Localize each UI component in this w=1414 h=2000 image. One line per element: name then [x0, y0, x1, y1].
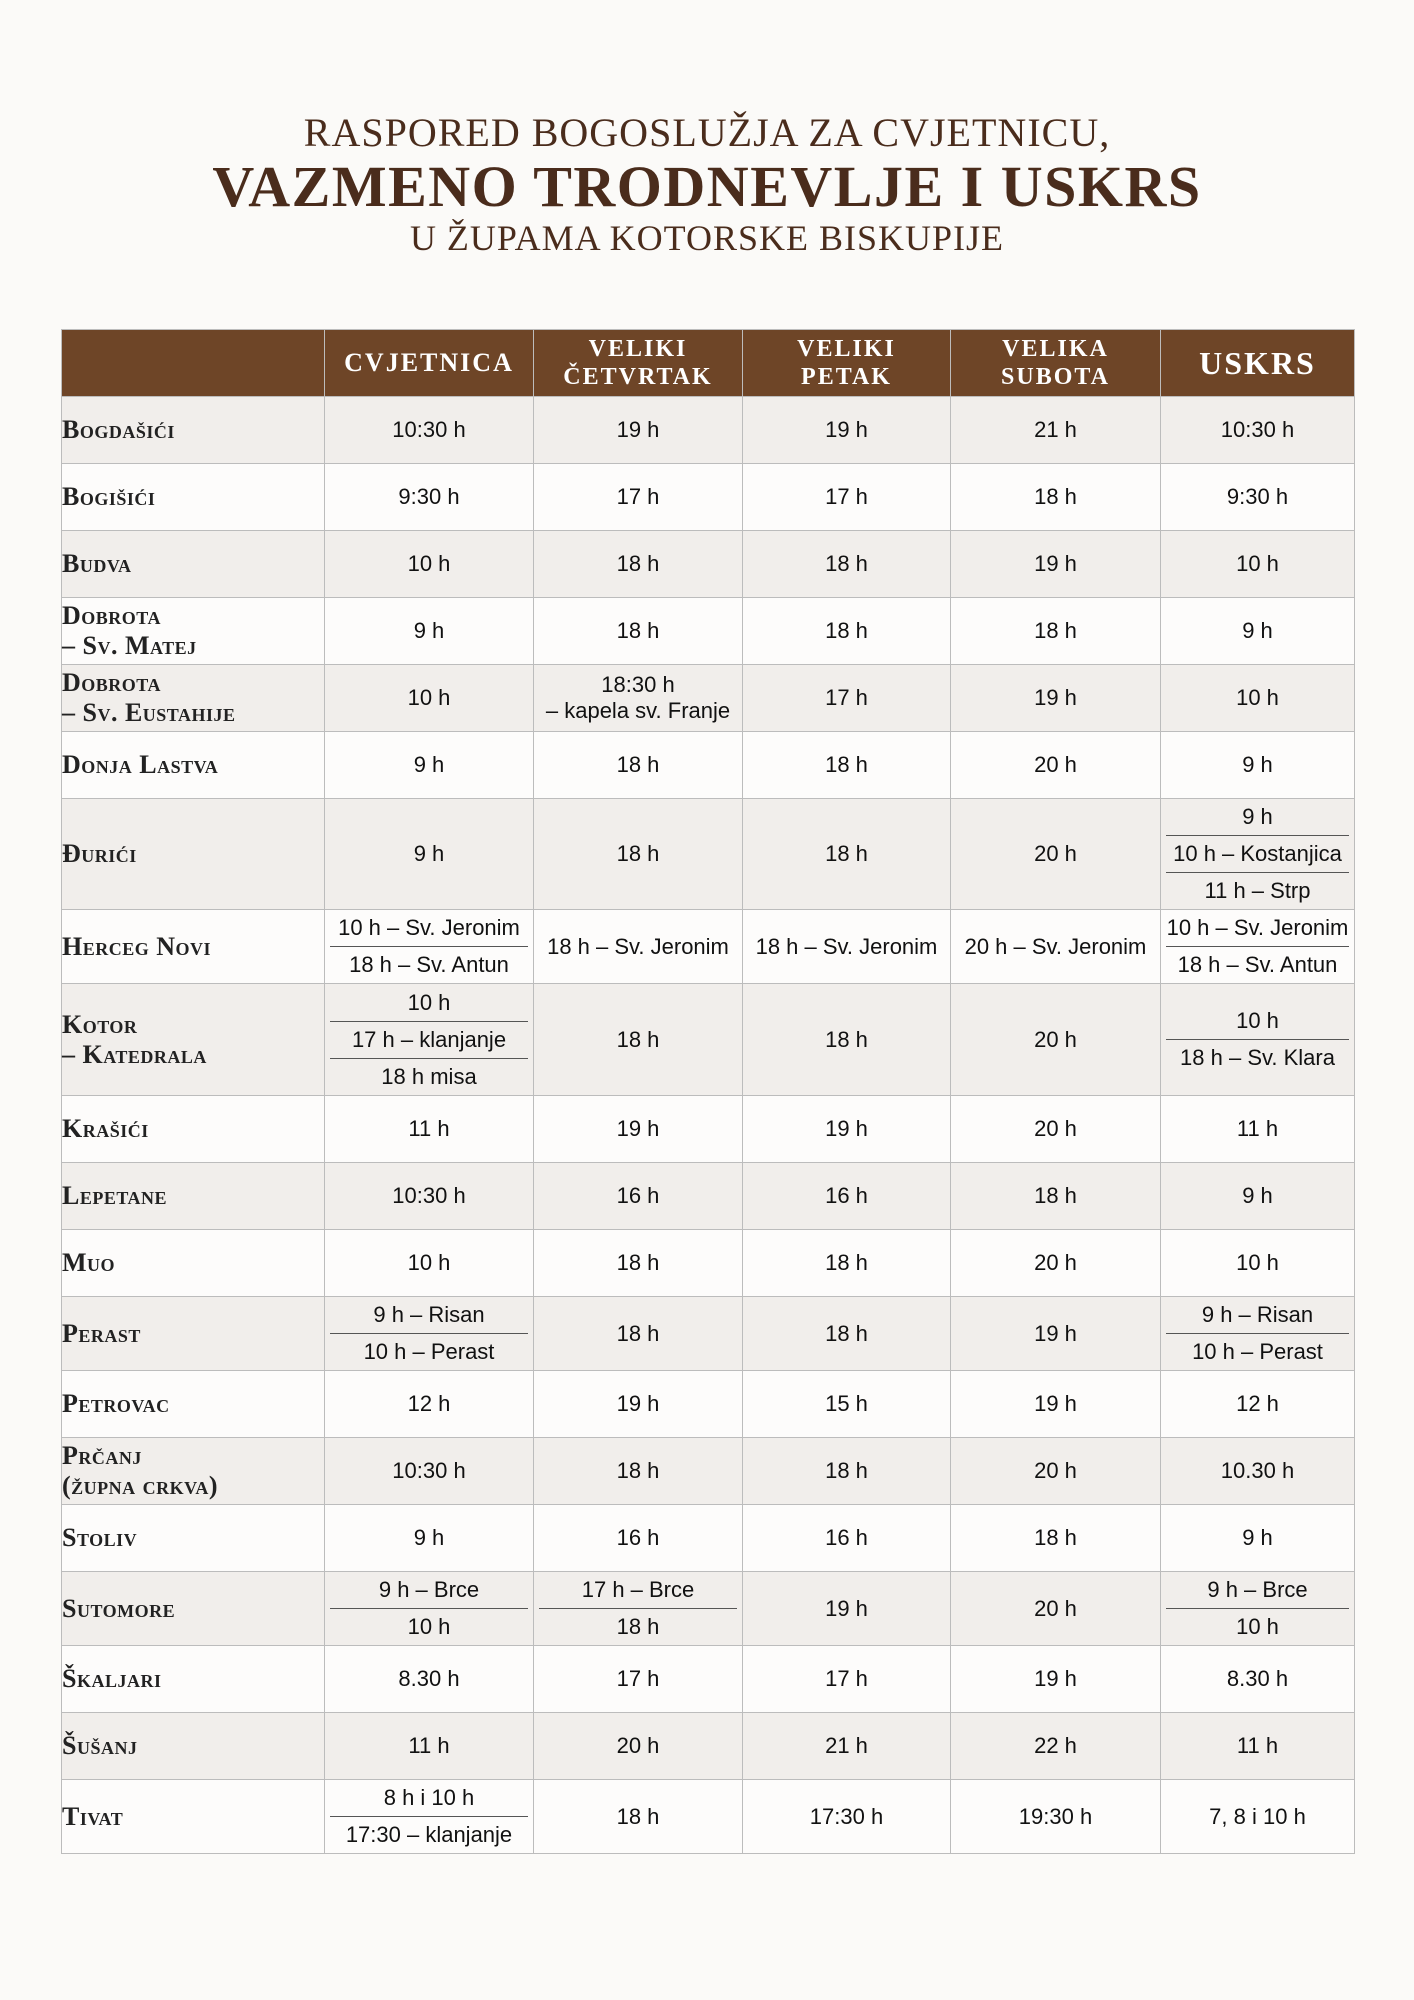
time-entry: 17 h — [616, 1666, 660, 1691]
time-entry: 10 h — [1236, 1250, 1279, 1275]
table-row — [62, 598, 1355, 665]
time-cell — [534, 1438, 743, 1505]
time-entry: 10 h – Perast — [330, 1333, 528, 1370]
time-entry: 16 h — [825, 1525, 868, 1550]
time-cell — [1161, 1230, 1355, 1297]
parish-name-line: Prčanj — [62, 1441, 142, 1470]
parish-name-line: Đurići — [62, 839, 137, 868]
time-cell — [1161, 799, 1355, 910]
table-row — [62, 665, 1355, 732]
time-cell — [534, 665, 743, 732]
time-entry: 17 h — [825, 1666, 868, 1691]
table-row — [62, 1371, 1355, 1438]
time-cell — [743, 1572, 951, 1646]
parish-name — [62, 665, 325, 732]
time-cell — [1161, 1163, 1355, 1230]
parish-name — [62, 1096, 325, 1163]
time-entry: 17 h — [825, 484, 868, 509]
time-cell — [1161, 1646, 1355, 1713]
time-cell — [743, 984, 951, 1096]
time-cell — [325, 1230, 534, 1297]
time-entry: 11 h — [408, 1116, 450, 1141]
parish-name — [62, 984, 325, 1096]
table-row — [62, 732, 1355, 799]
time-entry: 19 h — [825, 1116, 868, 1141]
time-entry: 8 h i 10 h — [383, 1785, 475, 1810]
time-entry: 19 h — [825, 1595, 868, 1621]
time-cell — [951, 984, 1161, 1096]
header-row — [62, 330, 1355, 397]
time-cell — [325, 1371, 534, 1438]
parish-name — [62, 1713, 325, 1780]
time-entry: 10 h – Kostanjica — [1166, 835, 1349, 872]
title-line-1: RASPORED BOGOSLUŽJA ZA CVJETNICU, — [303, 110, 1111, 155]
time-entry: 9 h — [1242, 752, 1273, 777]
time-entry: 12 h — [1236, 1391, 1279, 1416]
time-entry: 18 h – Sv. Jeronim — [755, 933, 938, 959]
time-entry: 20 h – Sv. Jeronim — [964, 933, 1147, 959]
parish-name-line: Bogišići — [62, 482, 156, 511]
time-cell — [1161, 732, 1355, 799]
time-entry: 11 h — [1236, 1116, 1279, 1141]
time-entry: 20 h — [1034, 1458, 1077, 1483]
time-cell — [325, 665, 534, 732]
time-cell — [743, 799, 951, 910]
time-cell — [743, 732, 951, 799]
time-cell — [951, 1780, 1161, 1854]
time-entry: 20 h — [1034, 1595, 1077, 1621]
time-cell — [743, 397, 951, 464]
header-veliki-cetvrtak: VELIKI ČETVRTAK — [534, 330, 743, 397]
time-entry: 10 h – Perast — [1166, 1333, 1349, 1370]
table-row — [62, 910, 1355, 984]
time-cell — [743, 1646, 951, 1713]
time-entry: 10 h — [330, 1608, 528, 1645]
time-entry: – kapela sv. Franje — [545, 698, 731, 723]
time-cell — [951, 1096, 1161, 1163]
time-entry: 10.30 h — [1220, 1458, 1295, 1483]
time-entry: 11 h — [1236, 1733, 1279, 1758]
time-entry: 18 h misa — [330, 1058, 528, 1095]
time-entry: 18 h — [616, 1803, 660, 1829]
time-entry: 19 h — [616, 1391, 660, 1416]
time-entry: 20 h — [616, 1733, 660, 1758]
title-line-3: U ŽUPAMA KOTORSKE BISKUPIJE — [409, 218, 1005, 258]
table-row — [62, 1646, 1355, 1713]
parish-name-line: Herceg Novi — [62, 931, 212, 961]
time-cell — [743, 1297, 951, 1371]
time-cell — [325, 1780, 534, 1854]
time-cell — [325, 984, 534, 1096]
time-entry: 9 h — [1242, 1183, 1273, 1208]
time-entry: 19 h — [825, 417, 868, 442]
time-entry: 18 h — [616, 1250, 660, 1275]
time-entry: 10:30 h — [1220, 417, 1295, 442]
parish-name — [62, 464, 325, 531]
table-row — [62, 397, 1355, 464]
time-cell — [951, 1438, 1161, 1505]
time-entry: 9 h – Brce — [1207, 1577, 1308, 1602]
table-row — [62, 1297, 1355, 1371]
time-entry: 21 h — [1034, 417, 1077, 442]
time-entry: 17 h — [616, 484, 660, 509]
time-cell — [534, 1780, 743, 1854]
time-cell — [743, 1438, 951, 1505]
time-entry: 18 h — [616, 618, 660, 643]
time-cell — [325, 1163, 534, 1230]
parish-name — [62, 1230, 325, 1297]
time-entry: 17 h – Brce — [581, 1577, 695, 1602]
time-cell — [534, 464, 743, 531]
time-cell — [743, 531, 951, 598]
time-cell — [325, 531, 534, 598]
time-entry: 10:30 h — [392, 1183, 466, 1208]
time-cell — [743, 665, 951, 732]
time-entry: 18 h – Sv. Antun — [330, 946, 528, 983]
time-entry: 20 h — [1034, 841, 1077, 866]
header-veliki-petak: VELIKI PETAK — [743, 330, 951, 397]
parish-name — [62, 1505, 325, 1572]
header-uskrs: USKRS — [1161, 330, 1355, 397]
time-entry: 18 h — [1034, 1525, 1077, 1550]
table-row — [62, 1780, 1355, 1854]
time-entry: 10:30 h — [392, 417, 466, 442]
time-entry: 10 h — [407, 989, 451, 1015]
time-entry: 19 h — [1034, 1320, 1077, 1346]
time-cell — [743, 464, 951, 531]
time-cell — [325, 1713, 534, 1780]
time-entry: 10 h — [407, 1250, 451, 1275]
time-cell — [1161, 1096, 1355, 1163]
time-entry: 19 h — [1034, 685, 1077, 710]
time-entry: 19 h — [1034, 1391, 1077, 1416]
time-entry: 18 h – Sv. Antun — [1166, 946, 1349, 983]
time-entry: 9:30 h — [398, 484, 460, 509]
time-entry: 20 h — [1034, 1026, 1077, 1052]
time-entry: 10 h – Sv. Jeronim — [1166, 915, 1349, 940]
parish-name-line: Donja Lastva — [62, 750, 219, 779]
time-cell — [325, 910, 534, 984]
time-cell — [951, 598, 1161, 665]
table-row — [62, 984, 1355, 1096]
time-cell — [1161, 531, 1355, 598]
time-entry: 19 h — [1034, 551, 1077, 576]
parish-name-line: Perast — [62, 1318, 141, 1348]
time-entry: 11 h – Strp — [1166, 872, 1349, 909]
time-cell — [951, 1713, 1161, 1780]
time-cell — [951, 531, 1161, 598]
time-entry: 18 h — [825, 1250, 868, 1275]
time-cell — [325, 1572, 534, 1646]
parish-name — [62, 1780, 325, 1854]
time-entry: 9 h — [1242, 1525, 1273, 1550]
time-cell — [325, 397, 534, 464]
parish-name-line: – Sv. Eustahije — [62, 698, 236, 727]
table-row — [62, 531, 1355, 598]
time-cell — [1161, 1371, 1355, 1438]
time-entry: 20 h — [1034, 1116, 1077, 1141]
time-cell — [743, 1780, 951, 1854]
time-entry: 21 h — [825, 1733, 868, 1758]
schedule-table — [61, 329, 1355, 1854]
time-cell — [534, 1096, 743, 1163]
time-cell — [951, 1163, 1161, 1230]
table-row — [62, 1713, 1355, 1780]
title-line-2: VAZMENO TRODNEVLJE I USKRS — [212, 154, 1202, 219]
time-entry: 18 h — [616, 1320, 660, 1346]
parish-name-line: Kotor — [62, 1009, 138, 1039]
time-cell — [325, 1438, 534, 1505]
time-entry: 18 h – Sv. Klara — [1166, 1039, 1349, 1076]
time-cell — [1161, 1505, 1355, 1572]
time-entry: 18 h — [825, 1458, 868, 1483]
time-entry: 10 h — [407, 551, 451, 576]
parish-name-line: Lepetane — [62, 1181, 168, 1210]
time-cell — [951, 1505, 1161, 1572]
parish-name-line: Tivat — [62, 1801, 124, 1831]
parish-name — [62, 1371, 325, 1438]
time-entry: 10 h — [1236, 1008, 1279, 1033]
time-entry: 9 h — [413, 618, 445, 643]
parish-name — [62, 910, 325, 984]
time-entry: 8.30 h — [398, 1666, 460, 1691]
table-row — [62, 1438, 1355, 1505]
time-entry: 17 h – klanjanje — [330, 1021, 528, 1058]
parish-name-line: Šušanj — [62, 1731, 138, 1760]
table-row — [62, 1230, 1355, 1297]
parish-name — [62, 1572, 325, 1646]
time-cell — [325, 732, 534, 799]
time-entry: 10 h — [1236, 685, 1279, 710]
time-entry: 16 h — [825, 1183, 868, 1208]
table-row — [62, 799, 1355, 910]
parish-name — [62, 1438, 325, 1505]
time-cell — [951, 464, 1161, 531]
time-entry: 22 h — [1034, 1733, 1077, 1758]
table-row — [62, 1163, 1355, 1230]
time-cell — [743, 910, 951, 984]
time-cell — [1161, 598, 1355, 665]
time-cell — [951, 1646, 1161, 1713]
page-title — [0, 108, 1414, 260]
parish-name-line: Petrovac — [62, 1389, 170, 1418]
time-entry: 19:30 h — [1018, 1803, 1093, 1829]
time-cell — [325, 1505, 534, 1572]
time-cell — [1161, 984, 1355, 1096]
time-cell — [534, 732, 743, 799]
time-entry: 10 h — [1166, 1608, 1349, 1645]
time-entry: 9 h — [413, 1525, 445, 1550]
time-entry: 8.30 h — [1226, 1666, 1289, 1691]
parish-name-line: Krašići — [62, 1114, 149, 1143]
time-cell — [534, 598, 743, 665]
time-entry: 9 h — [413, 841, 445, 866]
time-entry: 18 h — [616, 1026, 660, 1052]
time-entry: 17:30 h — [809, 1803, 884, 1829]
time-entry: 9 h – Brce — [378, 1577, 480, 1602]
parish-name-line: Muo — [62, 1248, 116, 1277]
time-entry: 9 h – Risan — [373, 1302, 485, 1327]
time-entry: 11 h — [408, 1733, 450, 1758]
parish-name — [62, 1646, 325, 1713]
time-cell — [534, 1713, 743, 1780]
time-entry: 18 h — [616, 551, 660, 576]
table-row — [62, 464, 1355, 531]
time-cell — [1161, 397, 1355, 464]
time-cell — [951, 799, 1161, 910]
parish-name — [62, 1163, 325, 1230]
time-cell — [1161, 665, 1355, 732]
time-cell — [743, 1163, 951, 1230]
time-cell — [743, 1230, 951, 1297]
time-cell — [1161, 1780, 1355, 1854]
time-entry: 18 h — [1034, 618, 1077, 643]
time-cell — [534, 1163, 743, 1230]
time-cell — [325, 1297, 534, 1371]
time-entry: 19 h — [616, 417, 660, 442]
parish-name — [62, 397, 325, 464]
time-cell — [743, 598, 951, 665]
time-entry: 18 h — [825, 1320, 868, 1346]
time-cell — [743, 1096, 951, 1163]
parish-name-line: Škaljari — [62, 1664, 162, 1693]
header-cvjetnica: CVJETNICA — [325, 330, 534, 397]
time-cell — [534, 531, 743, 598]
time-entry: 18 h — [616, 752, 660, 777]
time-cell — [951, 397, 1161, 464]
parish-name-line: – Sv. Matej — [62, 631, 197, 660]
parish-name-line: Dobrota — [62, 668, 161, 697]
parish-name-line: (župna crkva) — [62, 1471, 218, 1500]
parish-name-line: Stoliv — [62, 1523, 138, 1552]
time-cell — [534, 1505, 743, 1572]
time-cell — [325, 598, 534, 665]
time-cell — [534, 799, 743, 910]
time-cell — [325, 464, 534, 531]
time-entry: 18 h — [1034, 1183, 1077, 1208]
time-entry: 20 h — [1034, 752, 1077, 777]
parish-name — [62, 531, 325, 598]
parish-name-line: Bogdašići — [62, 415, 175, 444]
time-cell — [951, 1230, 1161, 1297]
time-entry: 18 h — [825, 618, 868, 643]
time-entry: 18 h – Sv. Jeronim — [547, 933, 729, 959]
time-cell — [534, 1297, 743, 1371]
time-entry: 9 h — [413, 752, 445, 777]
time-cell — [951, 1297, 1161, 1371]
parish-name-line: Dobrota — [62, 601, 161, 630]
time-cell — [951, 910, 1161, 984]
time-cell — [743, 1713, 951, 1780]
header-parish — [62, 330, 325, 397]
time-entry: 18 h — [825, 841, 868, 866]
time-cell — [1161, 1572, 1355, 1646]
parish-name-line: Budva — [62, 549, 132, 578]
time-cell — [951, 732, 1161, 799]
time-entry: 12 h — [407, 1391, 451, 1416]
time-cell — [1161, 1297, 1355, 1371]
time-cell — [534, 1572, 743, 1646]
time-entry: 17 h — [825, 685, 868, 710]
time-cell — [534, 1646, 743, 1713]
time-cell — [1161, 910, 1355, 984]
parish-name — [62, 598, 325, 665]
time-entry: 18 h — [1034, 484, 1077, 509]
time-cell — [1161, 1713, 1355, 1780]
time-cell — [743, 1505, 951, 1572]
time-entry: 9 h – Risan — [1201, 1302, 1314, 1327]
time-entry: 18 h — [616, 1458, 660, 1483]
time-cell — [743, 1371, 951, 1438]
parish-name — [62, 732, 325, 799]
time-cell — [325, 799, 534, 910]
time-entry: 18:30 h — [601, 672, 675, 697]
time-cell — [534, 910, 743, 984]
time-cell — [1161, 464, 1355, 531]
time-entry: 9 h — [1242, 618, 1273, 643]
table-row — [62, 1096, 1355, 1163]
time-entry: 9 h — [1242, 804, 1273, 829]
time-entry: 18 h — [616, 841, 660, 866]
time-entry: 7, 8 i 10 h — [1209, 1803, 1306, 1829]
time-entry: 10 h — [407, 685, 451, 710]
time-cell — [951, 1371, 1161, 1438]
time-cell — [325, 1096, 534, 1163]
time-entry: 20 h — [1034, 1250, 1077, 1275]
time-entry: 9:30 h — [1226, 484, 1289, 509]
parish-name-line: – Katedrala — [62, 1039, 207, 1069]
time-entry: 16 h — [616, 1183, 660, 1208]
time-entry: 10 h — [1236, 551, 1279, 576]
time-cell — [951, 1572, 1161, 1646]
time-entry: 17:30 – klanjanje — [330, 1816, 528, 1853]
time-cell — [534, 1230, 743, 1297]
time-entry: 19 h — [616, 1116, 660, 1141]
time-cell — [325, 1646, 534, 1713]
parish-name-line: Sutomore — [62, 1593, 176, 1623]
time-entry: 15 h — [825, 1391, 868, 1416]
time-entry: 18 h — [539, 1608, 737, 1645]
time-entry: 10 h – Sv. Jeronim — [338, 915, 520, 940]
time-entry: 18 h — [825, 1026, 868, 1052]
header-velika-subota: VELIKA SUBOTA — [951, 330, 1161, 397]
time-entry: 19 h — [1034, 1666, 1077, 1691]
parish-name — [62, 799, 325, 910]
time-cell — [951, 665, 1161, 732]
time-cell — [534, 984, 743, 1096]
parish-name — [62, 1297, 325, 1371]
time-entry: 18 h — [825, 752, 868, 777]
time-cell — [534, 1371, 743, 1438]
time-entry: 10:30 h — [392, 1458, 466, 1483]
time-entry: 16 h — [616, 1525, 660, 1550]
table-row — [62, 1505, 1355, 1572]
time-entry: 18 h — [825, 551, 868, 576]
table-row — [62, 1572, 1355, 1646]
time-cell — [1161, 1438, 1355, 1505]
time-cell — [534, 397, 743, 464]
